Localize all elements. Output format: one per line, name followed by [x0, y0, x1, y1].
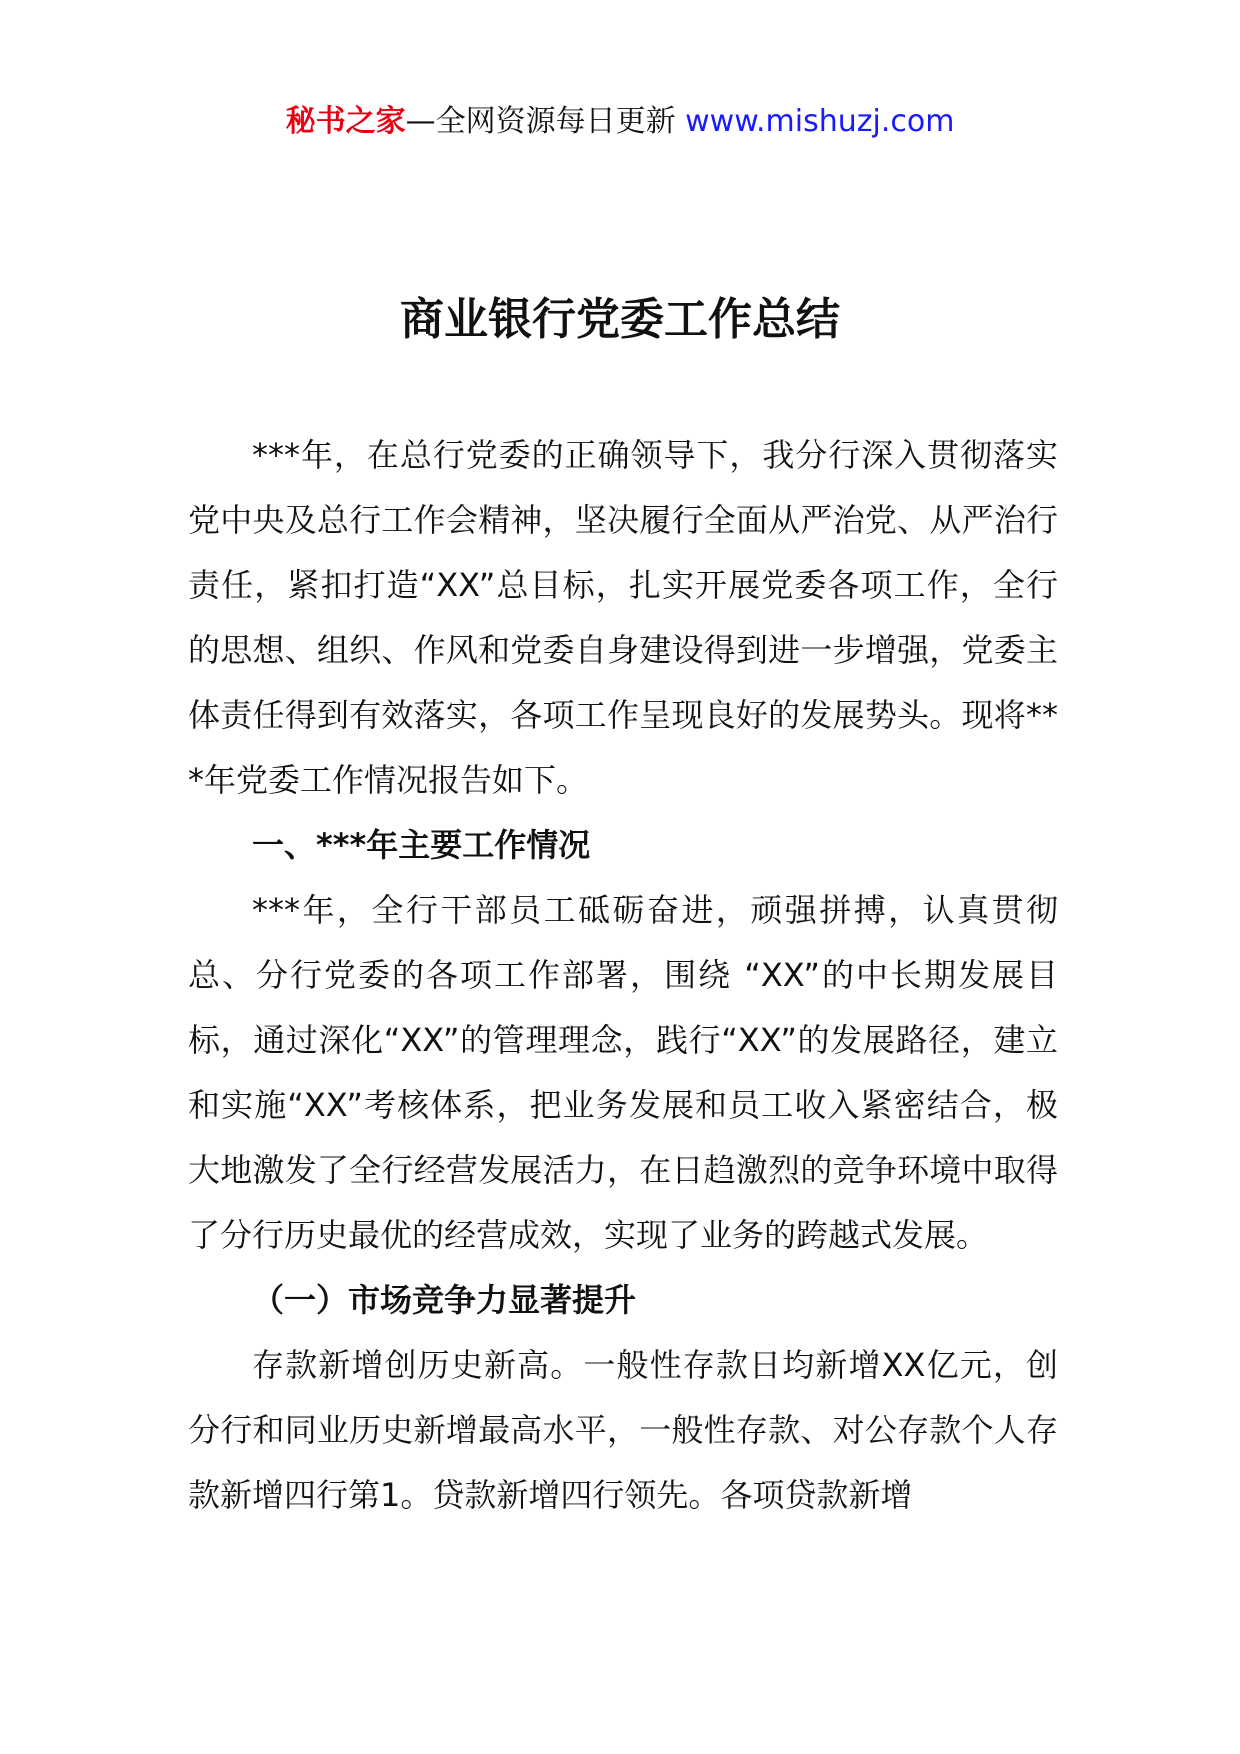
site-header: [0, 100, 1240, 144]
site-brand: 秘书之家: [285, 104, 406, 139]
document-title: 商业银行党委工作总结: [400, 294, 840, 345]
site-tagline: —全网资源每日更新: [405, 104, 676, 139]
intro-paragraph: ***年，在总行党委的正确领导下，我分行深入贯彻落实党中央及总行工作会精神，坚决履行全面从严治党、从严治行责任，紧扣打造“XX”总目标，扎实开展党委各项工作，全行的思想、组织、作风和党委自身建设得到进一步增强，党委主体责任得到有效落实，各项工作呈现良好的发展势头。现将***年党委工作情况报告如下。: [188, 436, 1058, 799]
subsection-heading-1: （一）市场竞争力显著提升: [252, 1281, 637, 1319]
document-body: [188, 423, 1058, 1528]
section-heading-1: 一、***年主要工作情况: [252, 826, 591, 864]
site-url-link[interactable]: www.mishuzj.com: [685, 104, 955, 139]
section-1-paragraph: ***年，全行干部员工砥砺奋进，顽强拼搏，认真贯彻总、分行党委的各项工作部署，围绕 “XX”的中长期发展目标，通过深化“XX”的管理理念，践行“XX”的发展路径，建立和实施“XX”考核体系，把业务发展和员工收入紧密结合，极大地激发了全行经营发展活力，在日趋激烈的竞争环境中取得了分行历史最优的经营成效，实现了业务的跨越式发展。: [188, 891, 1058, 1254]
subsection-1-paragraph: 存款新增创历史新高。一般性存款日均新增XX亿元，创分行和同业历史新增最高水平，一般性存款、对公存款个人存款新增四行第1。贷款新增四行领先。各项贷款新增: [188, 1346, 1058, 1514]
